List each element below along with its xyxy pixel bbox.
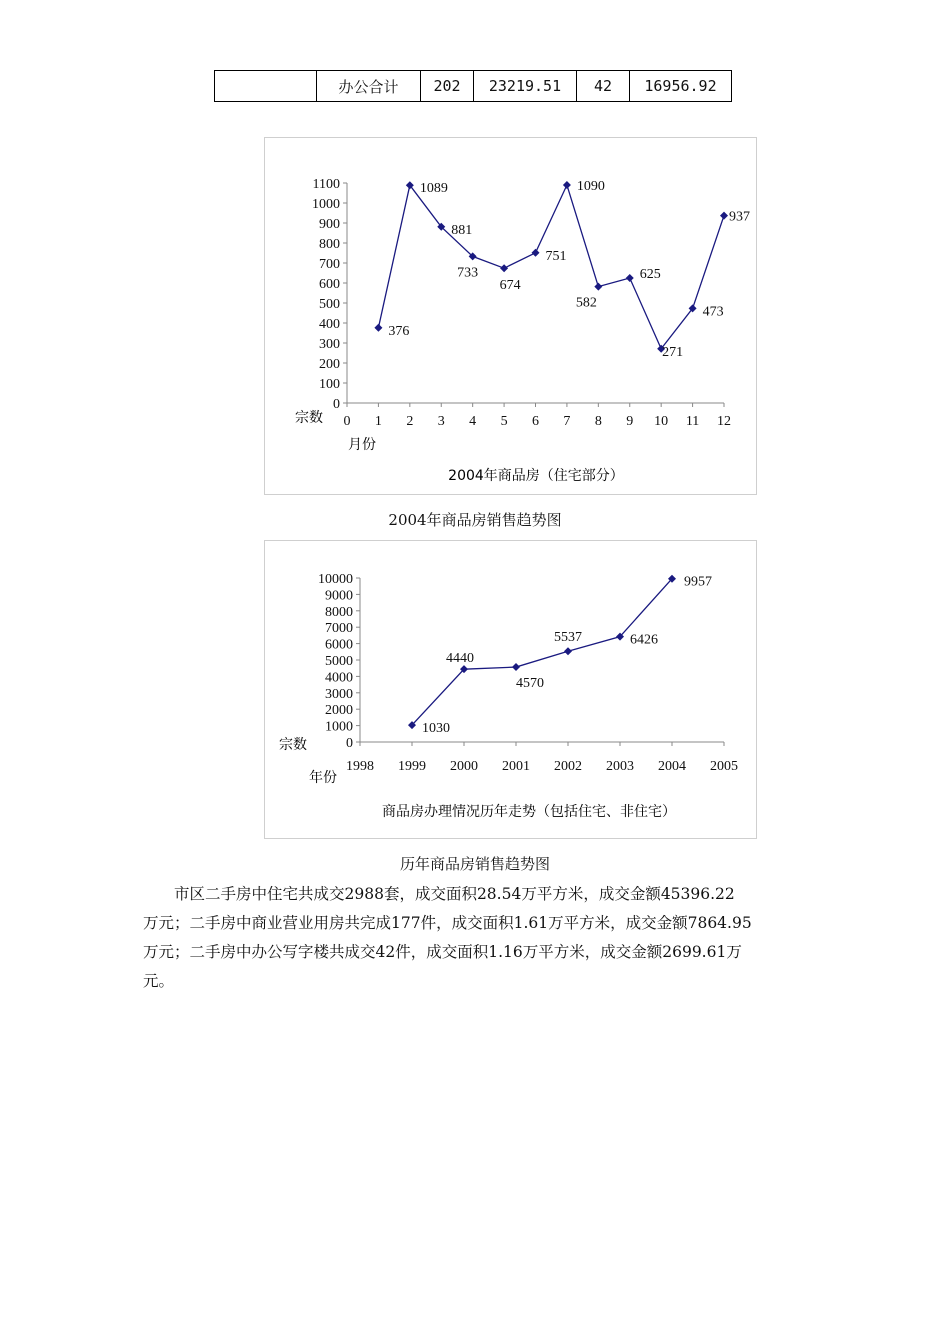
y-tick-label: 7000 — [325, 621, 353, 637]
x-tick-label: 2 — [406, 414, 414, 429]
y-tick-label: 1000 — [312, 197, 340, 212]
monthly-chart — [265, 138, 756, 494]
x-tick-label: 4 — [469, 414, 477, 429]
x-tick-label: 11 — [685, 414, 700, 429]
yearly-chart-frame — [264, 540, 757, 839]
x-tick-label: 12 — [717, 414, 731, 429]
data-label: 9957 — [684, 574, 712, 590]
y-tick-label: 4000 — [325, 670, 353, 686]
x-tick-label: 9 — [626, 414, 634, 429]
monthly-chart-caption: 2004年商品房销售趋势图 — [388, 511, 562, 529]
x-tick-label: 5 — [500, 414, 508, 429]
paragraph-line: 市区二手房中住宅共成交2988套，成交面积28.54万平方米，成交金额45396.22 — [174, 885, 735, 903]
x-tick-label: 0 — [343, 414, 351, 429]
y-tick-label: 0 — [346, 736, 353, 751]
data-label: 881 — [451, 222, 473, 238]
data-point-marker — [626, 274, 634, 282]
body-paragraph — [143, 880, 878, 996]
data-point-marker — [594, 283, 602, 291]
data-label: 473 — [702, 304, 724, 320]
x-axis-title: 月份 — [348, 437, 376, 453]
y-tick-label: 200 — [319, 357, 340, 372]
table-cell: 23219.51 — [474, 71, 577, 102]
monthly-chart-frame — [264, 137, 757, 495]
y-tick-label: 0 — [333, 397, 340, 412]
summary-table — [214, 70, 732, 102]
chart-subtitle: 2004年商品房（住宅部分） — [448, 468, 624, 484]
yearly-chart — [265, 541, 756, 838]
data-point-marker — [563, 181, 571, 189]
table-cell: 202 — [421, 71, 474, 102]
data-point-marker — [564, 647, 572, 655]
data-label: 1030 — [422, 721, 450, 737]
y-tick-label: 900 — [319, 217, 340, 232]
y-tick-label: 1000 — [325, 719, 353, 735]
yearly-chart-caption: 历年商品房销售趋势图 — [399, 855, 550, 873]
y-tick-label: 1100 — [312, 177, 340, 192]
y-tick-label: 400 — [319, 317, 340, 332]
chart-subtitle: 商品房办理情况历年走势（包括住宅、非住宅） — [382, 804, 676, 820]
data-point-marker — [532, 249, 540, 257]
x-tick-label: 3 — [437, 414, 445, 429]
data-label: 4440 — [446, 651, 474, 667]
paragraph-line: 元。 — [143, 972, 175, 990]
data-point-marker — [512, 663, 520, 671]
y-tick-label: 500 — [319, 297, 340, 312]
data-label: 674 — [499, 278, 521, 294]
paragraph-line: 万元；二手房中办公写字楼共成交42件，成交面积1.16万平方米，成交金额2699.61万 — [143, 943, 742, 961]
data-label: 937 — [729, 209, 750, 225]
data-point-marker — [720, 212, 728, 220]
data-label: 751 — [545, 248, 567, 264]
x-tick-label: 2003 — [606, 759, 634, 774]
data-label: 271 — [662, 344, 684, 360]
y-tick-label: 10000 — [318, 572, 353, 587]
x-axis-title: 年份 — [309, 770, 337, 786]
x-tick-label: 7 — [563, 414, 571, 429]
data-point-marker — [500, 264, 508, 272]
data-label: 625 — [639, 267, 661, 282]
y-tick-label: 6000 — [325, 637, 353, 653]
x-tick-label: 1999 — [398, 759, 426, 774]
x-tick-label: 2002 — [554, 759, 582, 774]
y-tick-label: 3000 — [325, 686, 353, 702]
data-label: 733 — [457, 265, 479, 281]
table-cell: 16956.92 — [630, 71, 732, 102]
table-cell: 办公合计 — [317, 71, 421, 102]
y-tick-label: 9000 — [325, 588, 353, 604]
y-tick-label: 600 — [319, 277, 340, 292]
table-cell: 42 — [577, 71, 630, 102]
y-tick-label: 2000 — [325, 703, 353, 719]
x-tick-label: 2005 — [710, 759, 738, 774]
x-tick-label: 6 — [532, 414, 539, 429]
y-tick-label: 700 — [319, 257, 340, 272]
y-axis-title: 宗数 — [295, 410, 323, 426]
table-row — [215, 71, 732, 102]
data-label: 5537 — [554, 630, 582, 646]
x-tick-label: 1998 — [346, 759, 374, 774]
series-line — [378, 185, 724, 349]
y-axis-title: 宗数 — [279, 737, 307, 753]
x-tick-label: 2000 — [450, 759, 478, 774]
paragraph-line: 万元；二手房中商业营业用房共完成177件，成交面积1.61万平方米，成交金额7864.95 — [143, 914, 752, 932]
data-label: 376 — [388, 323, 410, 339]
data-label: 582 — [575, 295, 597, 311]
data-label: 6426 — [630, 632, 658, 648]
table-cell — [215, 71, 317, 102]
data-label: 1089 — [419, 181, 448, 197]
x-tick-label: 10 — [654, 414, 669, 429]
y-tick-label: 5000 — [325, 654, 353, 669]
x-tick-label: 8 — [594, 414, 602, 429]
data-label: 4570 — [516, 676, 544, 692]
data-point-marker — [374, 324, 382, 332]
y-tick-label: 800 — [319, 237, 340, 252]
y-tick-label: 100 — [319, 377, 340, 392]
y-tick-label: 300 — [319, 337, 340, 352]
x-tick-label: 1 — [374, 414, 382, 429]
x-tick-label: 2001 — [502, 759, 530, 774]
x-tick-label: 2004 — [658, 759, 686, 774]
y-tick-label: 8000 — [325, 604, 353, 620]
data-label: 1090 — [576, 179, 605, 194]
